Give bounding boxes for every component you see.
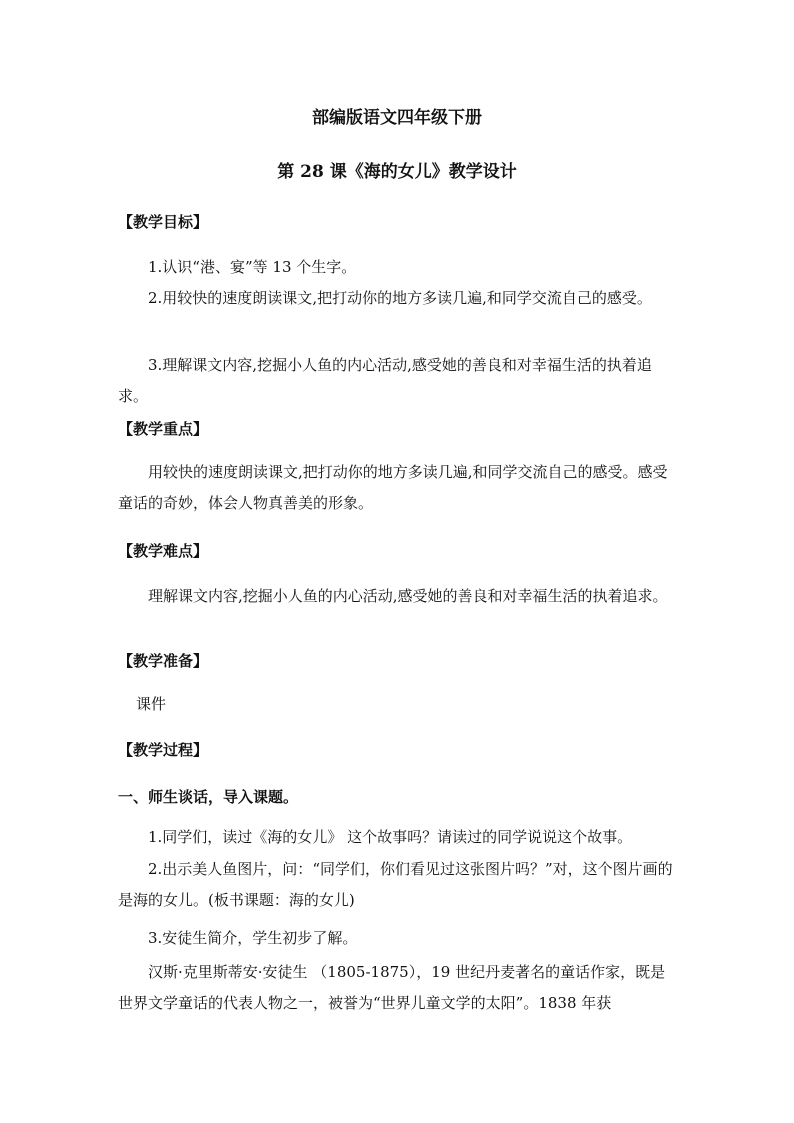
preparation-text: 课件: [136, 695, 167, 713]
document-title: 部编版语文四年级下册: [312, 108, 482, 128]
objectives-heading: 【教学目标】: [118, 213, 209, 231]
process-item-3: 3.安徒生简介，学生初步了解。: [148, 929, 358, 947]
key-points-text: 用较快的速度朗读课文,把打动你的地方多读几遍,和同学交流自己的感受。感受童话的奇妙，体会人物真善美的形象。: [118, 463, 668, 512]
process-item-1: 1.同学们，读过《海的女儿》 这个故事吗？请读过的同学说说这个故事。: [148, 828, 633, 846]
key-points-heading: 【教学重点】: [118, 420, 209, 438]
process-heading: 【教学过程】: [118, 741, 209, 759]
process-item-2: 2.出示美人鱼图片，问：“同学们，你们看见过这张图片吗？”对，这个图片画的是海的女儿。(板书课题：海的女儿): [118, 860, 673, 909]
objective-item-1: 1.认识“港、宴”等 13 个生字。: [148, 258, 357, 276]
difficulties-text: 理解课文内容,挖掘小人鱼的内心活动,感受她的善良和对幸福生活的执着追求。: [148, 587, 668, 605]
preparation-heading: 【教学准备】: [118, 652, 209, 670]
objective-item-2: 2.用较快的速度朗读课文,把打动你的地方多读几遍,和同学交流自己的感受。: [148, 289, 652, 307]
andersen-intro: 汉斯·克里斯蒂安·安徒生 （1805-1875），19 世纪丹麦著名的童话作家，既是世界文学童话的代表人物之一，被誉为“世界儿童文学的太阳”。1838 年获: [118, 963, 666, 1012]
document-subtitle: 第 28 课《海的女儿》教学设计: [277, 162, 517, 182]
difficulties-heading: 【教学难点】: [118, 542, 209, 560]
process-step-title: 一、师生谈话，导入课题。: [118, 788, 299, 806]
objective-item-3: 3.理解课文内容,挖掘小人鱼的内心活动,感受她的善良和对幸福生活的执着追求。: [118, 356, 652, 405]
